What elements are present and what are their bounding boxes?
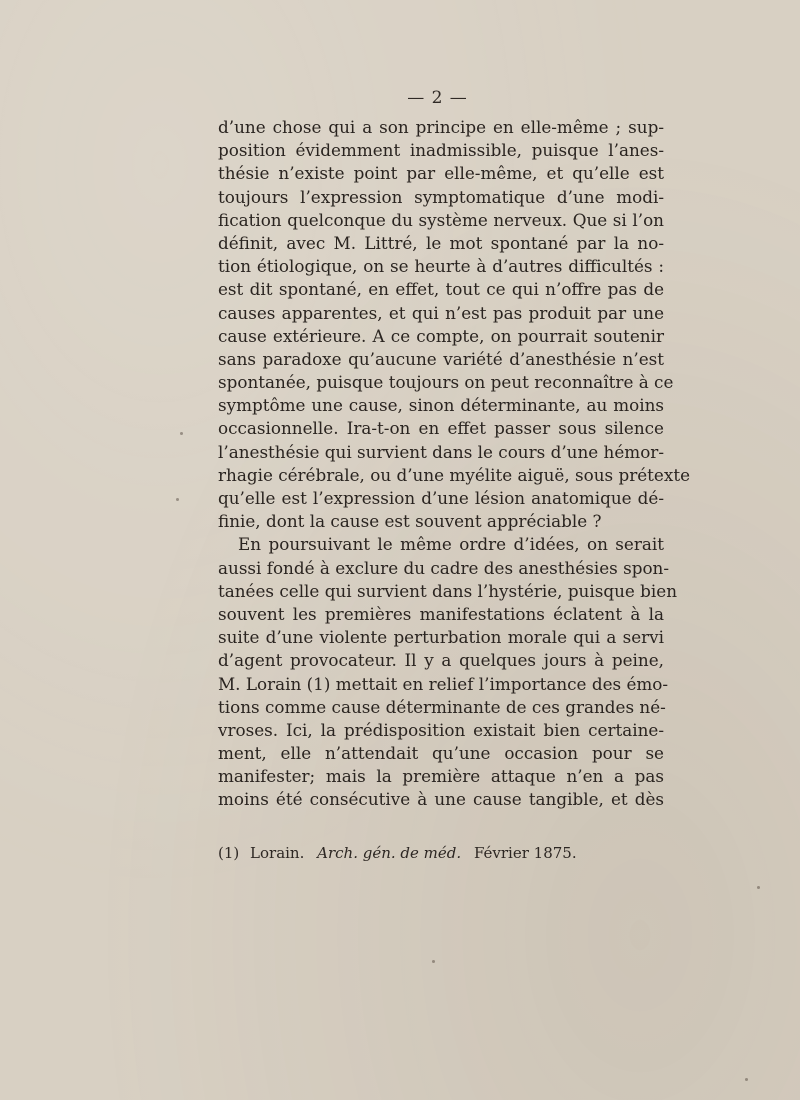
text-line: sans paradoxe qu’aucune variété d’anesthésie n’est bbox=[218, 348, 664, 369]
text-line: finie, dont la cause est souvent appréciable ? bbox=[218, 511, 602, 532]
text-line: est dit spontané, en effet, tout ce qui n’offre pas de bbox=[218, 279, 664, 300]
text-line: souvent les premières manifestations éclatent à la bbox=[218, 603, 664, 624]
footnote-date: Février 1875. bbox=[473, 844, 577, 862]
text-line: causes apparentes, et qui n’est pas produit par une bbox=[218, 302, 664, 323]
text-line: tions comme cause déterminante de ces grandes né- bbox=[218, 696, 666, 717]
text-line: cause extérieure. A ce compte, on pourrait soutenir bbox=[218, 325, 664, 346]
text-line: aussi fondé à exclure du cadre des anesthésies spon- bbox=[218, 557, 670, 578]
paper-speck bbox=[745, 1078, 748, 1081]
text-line: manifester; mais la première attaque n’en a pas bbox=[218, 766, 664, 787]
footnote-ref: (1) bbox=[218, 844, 240, 862]
paper-speck bbox=[180, 432, 183, 435]
text-line: l’anesthésie qui survient dans le cours d’une hémor- bbox=[218, 441, 664, 462]
page-number: — 2 — bbox=[407, 88, 468, 108]
paper-speck bbox=[757, 886, 760, 889]
text-line: qu’elle est l’expression d’une lésion anatomique dé- bbox=[218, 488, 664, 508]
text-line: d’agent provocateur. Il y a quelques jours à peine, bbox=[218, 650, 664, 671]
paper-speck bbox=[432, 960, 435, 963]
text-line: M. Lorain (1) mettait en relief l’importance des émo- bbox=[218, 673, 669, 694]
paper-speck bbox=[176, 498, 179, 501]
text-line: tion étiologique, on se heurte à d’autres difficultés : bbox=[218, 256, 664, 277]
text-line: moins été consécutive à une cause tangible, et dès bbox=[218, 789, 664, 810]
text-line: occasionnelle. Ira-t-on en effet passer sous silence bbox=[218, 418, 664, 439]
text-line: définit, avec M. Littré, le mot spontané par la no- bbox=[218, 232, 664, 253]
text-line: ment, elle n’attendait qu’une occasion pour se bbox=[218, 743, 664, 764]
text-line: suite d’une violente perturbation morale qui a servi bbox=[218, 627, 664, 648]
text-line: vroses. Ici, la prédisposition existait bien certaine- bbox=[218, 719, 664, 740]
text-line: thésie n’existe point par elle-même, et qu’elle est bbox=[218, 163, 664, 184]
text-line: d’une chose qui a son principe en elle-même ; sup- bbox=[218, 117, 664, 137]
text-line: symptôme une cause, sinon déterminante, au moins bbox=[218, 395, 664, 416]
body-text bbox=[218, 116, 690, 812]
footnote bbox=[218, 844, 577, 862]
footnote-journal: Arch. gén. de méd. bbox=[317, 844, 462, 862]
text-line: spontanée, puisque toujours on peut reconnaître à ce bbox=[218, 372, 674, 393]
text-line: En poursuivant le même ordre d’idées, on serait bbox=[238, 534, 664, 555]
text-line: tanées celle qui survient dans l’hystérie, puisque bien bbox=[218, 580, 678, 601]
text-line: position évidemment inadmissible, puisque l’anes- bbox=[218, 140, 664, 161]
text-line: toujours l’expression symptomatique d’une modi- bbox=[218, 186, 664, 207]
footnote-author: Lorain. bbox=[250, 844, 305, 862]
text-line: rhagie cérébrale, ou d’une myélite aiguë, sous prétexte bbox=[218, 464, 690, 485]
text-line: fication quelconque du système nerveux. Que si l’on bbox=[218, 209, 664, 230]
